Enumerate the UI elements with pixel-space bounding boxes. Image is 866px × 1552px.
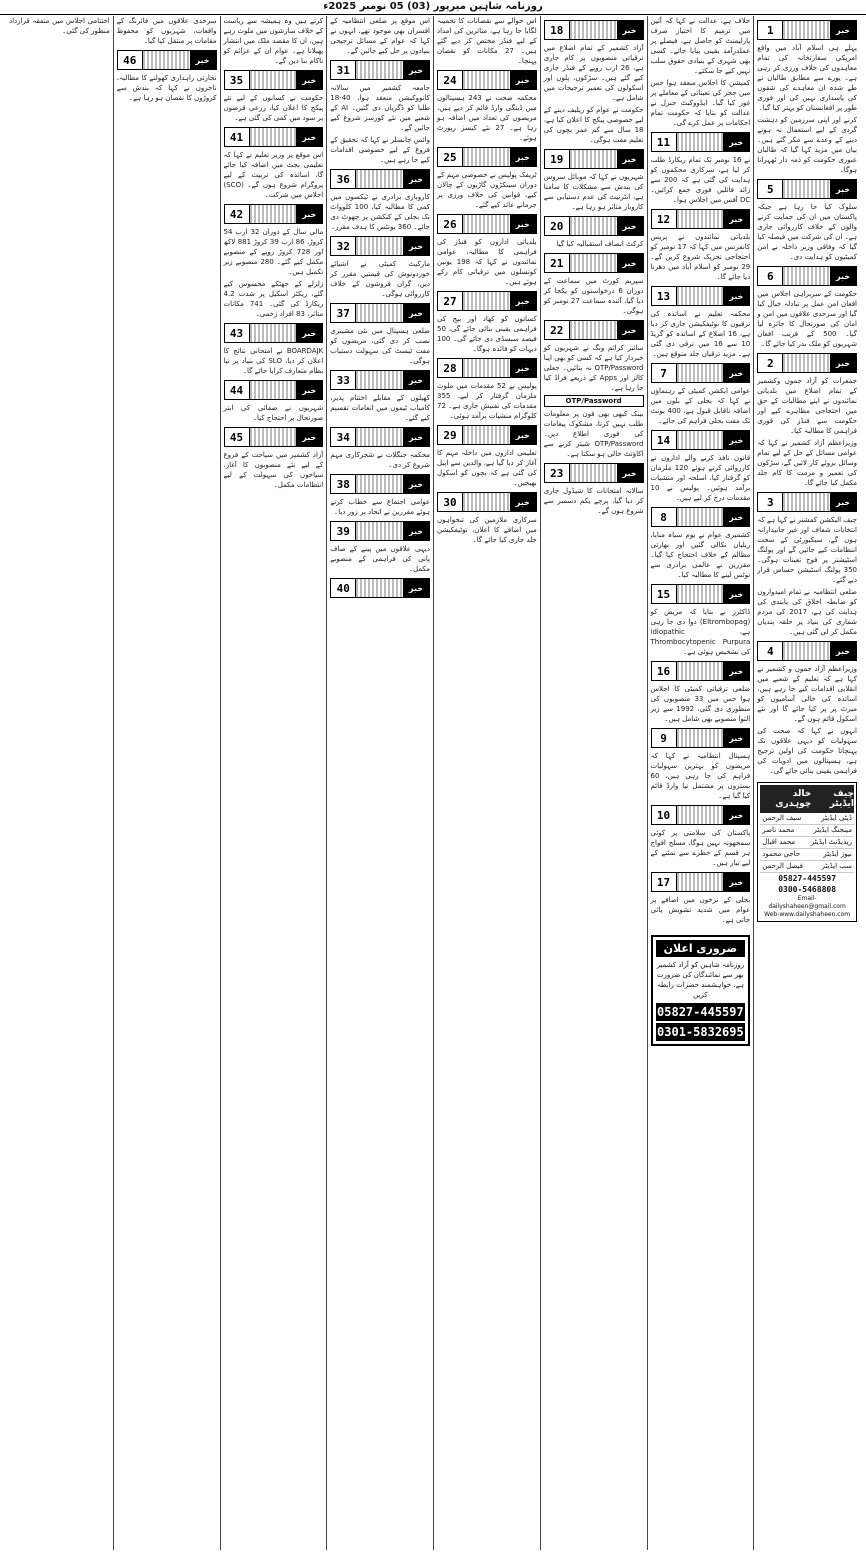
news-paragraph: شہریوں نے صفائی کی ابتر صورتحال پر احتجاج کیا۔ <box>223 404 324 422</box>
section-header <box>330 236 430 256</box>
news-paragraph: ضلعی انتظامیہ نے تمام امیدواروں کو ضابطہ اخلاق کی پابندی کی ہدایت کی ہے، 2017 کی مردم شماری کی بنیاد پر حلقہ بندیاں مکمل کر لی گئی ہیں۔ <box>757 588 857 636</box>
section-pattern <box>143 51 190 69</box>
section-number: 10 <box>652 806 677 824</box>
section-header <box>651 872 751 892</box>
news-paragraph: ضلعی ترقیاتی کمیٹی کا اجلاس ہوا جس میں 33 منصوبوں کی منظوری دی گئی، 1992 سے زیر التوا منصوبے بھی شامل ہیں۔ <box>650 685 751 723</box>
section-number: 4 <box>758 642 783 660</box>
section-number: 32 <box>331 237 356 255</box>
section-pattern <box>677 508 724 526</box>
section-number: 40 <box>331 579 356 597</box>
section-pattern <box>250 324 297 342</box>
news-paragraph: جمعرات کو آزاد جموں وکشمیر کے تمام اضلاع میں بلدیاتی نمائندوں نے اپنے مطالبات کے حق میں احتجاجی مظاہرے کیے اور حکومت سے فنڈز کی فوری فراہمی کا مطالبہ کیا۔ <box>757 377 857 435</box>
announcement-phone[interactable]: 05827-445597 <box>657 1005 744 1019</box>
news-paragraph: عوامی ایکشن کمیٹی کے رہنماؤں نے کہا کہ بجلی کے بلوں میں اضافہ ناقابل قبول ہے، 400 یونٹ تک مفت بجلی فراہم کی جائے۔ <box>650 387 751 425</box>
news-paragraph: ضلعی ہسپتال میں نئی مشینری نصب کر دی گئی، مریضوں کو مفت ٹیسٹ کی سہولت دستیاب ہوگی۔ <box>330 327 430 365</box>
news-paragraph: سائبر کرائم ونگ نے شہریوں کو خبردار کیا ہے کہ کسی کو بھی اپنا OTP/Password نہ بتائیں۔ جعلی کالز اور Apps کے ذریعے فراڈ کیا جا رہا ہے۔ <box>543 344 644 392</box>
news-paragraph: اس موقع پر وزیر تعلیم نے کہا کہ تعلیمی بجٹ میں اضافہ کیا جائے گا، اساتذہ کی تربیت کے لیے پروگرام شروع ہوں گے۔ (SCO) اجلاس میں شرکت۔ <box>223 151 324 199</box>
news-paragraph: چیف الیکشن کمشنر نے کہا ہے کہ انتخابات شفاف اور غیر جانبدارانہ ہوں گے، سیکیورٹی کے سخت انتظامات کیے جائیں گے اور پولنگ اسٹیشنز پر فوج تعینات ہوگی۔ 350 پولنگ اسٹیشن حساس قرار دیے گئے۔ <box>757 516 857 584</box>
section-header <box>224 204 324 224</box>
news-column <box>433 16 540 1550</box>
section-header <box>224 427 324 447</box>
columns-container <box>6 16 860 1550</box>
news-paragraph: اس حوالے سے نقصانات کا تخمینہ لگایا جا رہا ہے، متاثرین کی امداد کے لیے فنڈز مختص کر دیے گئے ہیں۔ 27 مکانات کو نقصان پہنچا۔ <box>437 17 537 65</box>
section-pattern <box>677 364 724 382</box>
news-paragraph: سپریم کورٹ میں سماعت کے دوران 6 درخواستوں کو یکجا کر دیا گیا، آئندہ سماعت 27 نومبر کو ہوگی۔ <box>543 277 644 315</box>
section-pattern <box>250 381 297 399</box>
section-label: خبر <box>723 729 749 747</box>
section-pattern <box>783 642 830 660</box>
section-header <box>651 584 751 604</box>
news-paragraph: بینک کبھی بھی فون پر معلومات طلب نہیں کرتا، مشکوک پیغامات کی فوری اطلاع دیں۔ OTP/Password شیئر کرنے سے اکاؤنٹ خالی ہو سکتا ہے۔ <box>543 410 644 458</box>
section-header <box>651 430 751 450</box>
news-column <box>6 16 113 1550</box>
section-label: خبر <box>617 254 643 272</box>
news-paragraph: محکمہ تعلیم نے اساتذہ کی ترقیوں کا نوٹیفکیشن جاری کر دیا ہے، 16 اضلاع کے اساتذہ کو گریڈ 10 سے 16 میں ترقی دی گئی ہے۔ مزید ترقیاں جلد متوقع ہیں۔ <box>650 310 751 358</box>
news-paragraph: سرحدی علاقوں میں فائرنگ کے واقعات، شہریوں کو محفوظ مقامات پر منتقل کیا گیا۔ <box>116 17 217 45</box>
section-number: 9 <box>652 729 677 747</box>
section-label: خبر <box>510 215 536 233</box>
section-label: خبر <box>403 237 429 255</box>
section-label: خبر <box>830 21 856 39</box>
section-label: خبر <box>403 475 429 493</box>
section-pattern <box>463 71 510 89</box>
section-pattern <box>463 148 510 166</box>
section-label: خبر <box>723 508 749 526</box>
news-paragraph: مالی سال کے دوران 32 ارب 54 کروڑ، 86 ارب 39 کروڑ 881 لاکھ اور 728 کروڑ روپے کے منصوبے مکمل کیے گئے۔ 280 منصوبے زیر تکمیل ہیں۔ <box>223 228 324 276</box>
section-header <box>544 216 644 236</box>
section-header <box>651 805 751 825</box>
news-column <box>326 16 433 1550</box>
staff-name: محمد ناصر <box>762 826 795 834</box>
section-label: خبر <box>403 522 429 540</box>
chief-editor-label: چیف ایڈیٹر <box>829 789 854 809</box>
chief-editor-name: خالد چوہدری <box>775 789 812 809</box>
section-number: 19 <box>545 150 570 168</box>
news-paragraph: سرکاری ملازمین کی تنخواہوں میں اضافے کا اعلان، نوٹیفکیشن جلد جاری کیا جائے گا۔ <box>437 516 537 544</box>
section-pattern <box>677 585 724 603</box>
section-number: 42 <box>225 205 250 223</box>
section-number: 34 <box>331 428 356 446</box>
section-header <box>651 507 751 527</box>
section-label: خبر <box>830 493 856 511</box>
section-label: خبر <box>296 324 322 342</box>
section-number: 36 <box>331 170 356 188</box>
section-number: 21 <box>545 254 570 272</box>
section-pattern <box>570 321 617 339</box>
section-pattern <box>570 464 617 482</box>
announcement-body: روزنامہ شاہین کو آزاد کشمیر بھر سے نمائندگان کی ضرورت ہے، خواہشمند حضرات رابطہ کریں <box>656 961 745 999</box>
section-header <box>757 492 857 512</box>
section-label: خبر <box>510 493 536 511</box>
news-paragraph: خلاف ہے، عدالت نے کہا کہ آئین میں ترمیم کا اختیار صرف پارلیمنٹ کو حاصل ہے، فیصلے پر عملدرآمد یقینی بنایا جائے۔ کسی بھی شہری کے بنیادی حقوق سلب نہیں کیے جا سکتے۔ <box>650 17 751 75</box>
section-number: 17 <box>652 873 677 891</box>
news-paragraph: بلدیاتی اداروں کو فنڈز کی فراہمی کا مطالبہ، عوامی نمائندوں نے کہا کہ 198 یونین کونسلوں میں ترقیاتی کام رکے ہوئے ہیں۔ <box>437 238 537 286</box>
staff-role: مینجنگ ایڈیٹر <box>813 826 852 834</box>
section-pattern <box>783 21 830 39</box>
section-header <box>544 253 644 273</box>
section-number: 12 <box>652 210 677 228</box>
section-pattern <box>783 180 830 198</box>
section-pattern <box>250 428 297 446</box>
news-paragraph: اختتامی اجلاس میں متفقہ قرارداد منظور کی گئی۔ <box>9 17 110 35</box>
masthead-phone[interactable]: 0300-5468808 <box>778 885 837 894</box>
section-pattern <box>570 254 617 272</box>
masthead-title <box>760 785 854 813</box>
masthead-row <box>760 849 854 861</box>
news-column <box>540 16 647 1550</box>
section-number: 22 <box>545 321 570 339</box>
news-paragraph: کرنے اور اپنی سرزمین کو دہشت گردی کے لیے استعمال نہ ہونے دینے کے وعدے سے مکر گئے ہیں۔ بیان میں مزید کہا گیا کہ طالبان عبوری حکومت کو ذمہ دار ٹھہرانا ہوگا۔ <box>757 116 857 174</box>
section-pattern <box>570 150 617 168</box>
news-paragraph: عوامی اجتماع سے خطاب کرتے ہوئے مقررین نے اتحاد پر زور دیا۔ <box>330 498 430 516</box>
news-paragraph: نے 16 نومبر تک تمام ریکارڈ طلب کر لیا ہے، سرکاری محکموں کو ہدایت کی گئی ہے کہ 200 سے زائد فائلیں فوری جمع کرائیں۔ DC آفس میں اجلاس ہوا۔ <box>650 156 751 204</box>
section-number: 31 <box>331 61 356 79</box>
section-header <box>651 209 751 229</box>
section-pattern <box>677 729 724 747</box>
section-label: خبر <box>617 21 643 39</box>
section-label: خبر <box>510 148 536 166</box>
section-label: خبر <box>510 426 536 444</box>
section-number: 6 <box>758 267 783 285</box>
section-pattern <box>570 21 617 39</box>
section-pattern <box>677 806 724 824</box>
section-label: خبر <box>403 371 429 389</box>
news-paragraph: وائس چانسلر نے کہا کہ تحقیق کے فروغ کے لیے خصوصی اقدامات کیے جا رہے ہیں۔ <box>330 136 430 164</box>
news-paragraph: تعلیمی اداروں میں داخلہ مہم کا آغاز کر دیا گیا ہے، والدین سے اپیل کی گئی ہے کہ بچوں کو اسکول بھیجیں۔ <box>437 449 537 487</box>
news-paragraph: آزاد کشمیر کے تمام اضلاع میں ترقیاتی منصوبوں پر کام جاری ہے، 26 ارب روپے کے فنڈز جاری کیے گئے ہیں۔ سڑکوں، پلوں اور اسکولوں کی تعمیر ترجیحات میں شامل ہے۔ <box>543 44 644 102</box>
news-column <box>753 16 860 1550</box>
section-number: 44 <box>225 381 250 399</box>
section-number: 20 <box>545 217 570 235</box>
section-number: 11 <box>652 133 677 151</box>
news-paragraph: زلزلے کے جھٹکے محسوس کیے گئے، ریکٹر اسکیل پر شدت 4.2 ریکارڈ کی گئی۔ 741 مکانات متاثر، 83 افراد زخمی۔ <box>223 280 324 318</box>
news-paragraph: آزاد کشمیر میں سیاحت کے فروغ کے لیے نئے منصوبوں کا آغاز، سیاحوں کی سہولت کے لیے انتظامات مکمل۔ <box>223 451 324 489</box>
section-header <box>330 474 430 494</box>
section-label: خبر <box>723 210 749 228</box>
news-column <box>647 16 754 1550</box>
staff-name: حاجی محمود <box>762 850 801 858</box>
section-pattern <box>570 217 617 235</box>
section-number: 5 <box>758 180 783 198</box>
staff-name: محمد اقبال <box>762 838 796 846</box>
section-number: 33 <box>331 371 356 389</box>
section-pattern <box>250 71 297 89</box>
section-pattern <box>463 426 510 444</box>
section-number: 29 <box>438 426 463 444</box>
section-header <box>757 641 857 661</box>
section-header <box>651 363 751 383</box>
section-label: خبر <box>723 585 749 603</box>
section-label: خبر <box>830 354 856 372</box>
news-paragraph: پہلے ہی اسلام آباد میں واقع امریکی سفارتخانہ کی تمام معاہدوں کی خلاف ورزی کر رہی ہے۔ پورے سے مطابق طالبان نے طے شدہ ان معاہدے کی شقوں کی پاسداری نہیں کی اور فوری طور پر افغانستان کو بہتر کیا گیا۔ <box>757 44 857 112</box>
section-label: خبر <box>723 133 749 151</box>
section-header <box>437 291 537 311</box>
section-pattern <box>463 493 510 511</box>
section-label: خبر <box>403 428 429 446</box>
news-paragraph: کمیشن کا اجلاس منعقد ہوا جس میں ججز کی تعیناتی کے معاملے پر غور کیا گیا۔ ایڈووکیٹ جنرل نے عدالت کو بتایا کہ حکومت تمام احکامات پر عمل کرے گی۔ <box>650 79 751 127</box>
section-label: خبر <box>510 292 536 310</box>
page-header: روزنامہ شاہین میرپور (03) 05 نومبر 2025ء <box>0 0 866 15</box>
section-pattern <box>250 128 297 146</box>
news-paragraph: قانون نافذ کرنے والے اداروں نے کارروائی کرتے ہوئے 120 ملزمان کو گرفتار کیا، اسلحہ اور منشیات برآمد ہوئیں۔ پولیس نے 10 مقدمات درج کر لیے ہیں۔ <box>650 454 751 502</box>
section-header <box>117 50 217 70</box>
section-pattern <box>677 210 724 228</box>
section-number: 35 <box>225 71 250 89</box>
news-paragraph: کرکٹ انصاف استقبالیہ کیا گیا <box>556 240 644 248</box>
section-number: 39 <box>331 522 356 540</box>
section-pattern <box>677 287 724 305</box>
section-number: 2 <box>758 354 783 372</box>
section-header <box>437 358 537 378</box>
section-number: 16 <box>652 662 677 680</box>
section-header <box>330 169 430 189</box>
section-header <box>330 578 430 598</box>
news-paragraph: کشمیری عوام نے یوم سیاہ منایا، ریلیاں نکالی گئیں اور بھارتی مظالم کے خلاف احتجاج کیا گیا۔ مقررین نے عالمی برادری سے نوٹس لینے کا مطالبہ کیا۔ <box>650 531 751 579</box>
section-header <box>330 521 430 541</box>
section-label: خبر <box>723 806 749 824</box>
section-header <box>437 425 537 445</box>
section-label: خبر <box>510 359 536 377</box>
news-paragraph: حکومت نے کسانوں کے لیے نئے پیکج کا اعلان کیا، زرعی قرضوں پر سود میں کمی کی گئی ہے۔ <box>223 94 324 122</box>
news-paragraph: کھیلوں کے مقابلے اختتام پذیر، کامیاب ٹیموں میں انعامات تقسیم کیے گئے۔ <box>330 394 430 422</box>
masthead-row <box>760 825 854 837</box>
masthead-row <box>760 837 854 849</box>
section-pattern <box>356 371 403 389</box>
section-header <box>651 286 751 306</box>
section-header <box>651 661 751 681</box>
section-pattern <box>356 579 403 597</box>
staff-name: سیف الرحمن <box>762 814 802 822</box>
staff-role: نیوز ایڈیٹر <box>823 850 852 858</box>
section-header <box>757 179 857 199</box>
news-paragraph: سالانہ امتحانات کا شیڈول جاری کر دیا گیا، پرچے یکم دسمبر سے شروع ہوں گے۔ <box>543 487 644 515</box>
section-number: 37 <box>331 304 356 322</box>
section-header <box>651 728 751 748</box>
section-header <box>330 370 430 390</box>
section-header <box>651 132 751 152</box>
news-paragraph: وزیراعظم آزاد جموں و کشمیر نے کہا ہے کہ تعلیم کے شعبے میں انقلابی اقدامات کیے جا رہے ہیں، اساتذہ کی خالی آسامیوں کو میرٹ پر پر کیا جائے گا اور نئے اسکول قائم ہوں گے۔ <box>757 665 857 723</box>
section-pattern <box>356 170 403 188</box>
news-paragraph: دیہی علاقوں میں پینے کے صاف پانی کی فراہمی کے منصوبے مکمل۔ <box>330 545 430 573</box>
news-paragraph: شہریوں نے کہا کہ موبائل سروس کی بندش سے مشکلات کا سامنا ہے، انٹرنیٹ کی عدم دستیابی سے کاروبار متاثر ہو رہا ہے۔ <box>543 173 644 211</box>
section-number: 28 <box>438 359 463 377</box>
section-pattern <box>250 205 297 223</box>
section-label: خبر <box>190 51 216 69</box>
section-header <box>437 70 537 90</box>
news-paragraph: جامعہ کشمیر میں سالانہ کانووکیشن منعقد ہوا، 40-18 طلبا کو ڈگریاں دی گئیں۔ AI کے شعبے میں نئے کورسز شروع کیے جائیں گے۔ <box>330 84 430 132</box>
section-number: 3 <box>758 493 783 511</box>
section-number: 23 <box>545 464 570 482</box>
section-label: خبر <box>830 180 856 198</box>
news-paragraph: ٹریفک پولیس نے خصوصی مہم کے دوران سینکڑوں گاڑیوں کے چالان کیے، قوانین کی خلاف ورزی پر جرمانے عائد کیے گئے۔ <box>437 171 537 209</box>
section-label: خبر <box>403 304 429 322</box>
section-number: 8 <box>652 508 677 526</box>
section-header <box>224 380 324 400</box>
section-pattern <box>783 267 830 285</box>
section-header <box>544 20 644 40</box>
section-header <box>437 492 537 512</box>
section-header <box>330 60 430 80</box>
section-header <box>544 463 644 483</box>
news-paragraph: تجارتی راہداری کھولنے کا مطالبہ، تاجروں نے کہا کہ بندش سے کروڑوں کا نقصان ہو رہا ہے۔ <box>116 74 217 102</box>
section-number: 43 <box>225 324 250 342</box>
section-label: خبر <box>723 364 749 382</box>
masthead-box <box>757 782 857 922</box>
section-label: خبر <box>617 150 643 168</box>
news-paragraph: بلدیاتی نمائندوں نے پریس کانفرنس میں کہا کہ 17 نومبر کو احتجاجی تحریک شروع کریں گے۔ 29 نومبر کو اسلام آباد میں دھرنا دیا جائے گا۔ <box>650 233 751 281</box>
staff-role: سب ایڈیٹر <box>821 862 852 870</box>
section-label: خبر <box>296 205 322 223</box>
news-paragraph: انہوں نے کہا کہ صحت کی سہولیات کو دیہی علاقوں تک پہنچانا حکومت کی اولین ترجیح ہے، ہسپتالوں میں ادویات کی فراہمی یقینی بنائی جائے گی۔ <box>757 727 857 775</box>
section-number: 30 <box>438 493 463 511</box>
section-number: 15 <box>652 585 677 603</box>
news-paragraph: حکومت کے سربراہی اجلاس میں افغان امن عمل پر تبادلہ خیال کیا گیا اور سرحدی علاقوں میں امن و امان کی صورتحال کا جائزہ لیا گیا۔ 500 کے قریب افغان شہریوں کو ملک بدر کیا جائے گا۔ <box>757 290 857 348</box>
news-paragraph: محکمہ صحت نے 243 ہسپتالوں میں ڈینگی وارڈ قائم کر دیے ہیں، مریضوں کی تعداد میں اضافہ ہو رہا ہے۔ 27 نئے کیسز رپورٹ ہوئے۔ <box>437 94 537 142</box>
news-paragraph: مارکیٹ کمیٹی نے اشیائے خوردونوش کی قیمتیں مقرر کر دیں، گراں فروشوں کے خلاف کارروائی ہوگی۔ <box>330 260 430 298</box>
section-pattern <box>463 215 510 233</box>
staff-role: ڈپٹی ایڈیٹر <box>821 814 852 822</box>
section-header <box>757 353 857 373</box>
section-label: خبر <box>403 170 429 188</box>
announcement-box <box>651 935 751 1046</box>
section-pattern <box>356 475 403 493</box>
masthead-row <box>760 813 854 825</box>
section-number: 41 <box>225 128 250 146</box>
news-paragraph: ڈاکٹرز نے بتایا کہ مریض کو (Eltrombopag) دوا دی جا رہی ہے، idiopathic Thrombocytopenic Purpura کی تشخیص ہوئی ہے۔ <box>650 608 751 656</box>
news-paragraph: پولیس نے 52 مقدمات میں ملوث ملزمان گرفتار کر لیے، 355 مقدمات کی تفتیش جاری ہے۔ 72 کلوگرام منشیات برآمد ہوئی۔ <box>437 382 537 420</box>
section-number: 1 <box>758 21 783 39</box>
section-label: خبر <box>830 642 856 660</box>
section-header <box>757 20 857 40</box>
masthead-row <box>760 861 854 873</box>
news-paragraph: سلوک کیا جا رہا ہے جبکہ پاکستان میں ان کی حمایت کرنے والوں کے خلاف کارروائی جاری ہے۔ ان کی شرکت میں فیصلہ کیا گیا کہ وفاقی وزیر داخلہ نے امن کمیٹیوں کو ہدایت دی۔ <box>757 203 857 261</box>
news-paragraph: کاروباری برادری نے ٹیکسوں میں کمی کا مطالبہ کیا، 100 کلوواٹ تک بجلی کے کنکشن پر چھوٹ دی جائے۔ 360 یونٹس کا ہدف مقرر۔ <box>330 193 431 231</box>
section-label: خبر <box>296 428 322 446</box>
news-paragraph: وزیراعظم آزاد کشمیر نے کہا کہ عوامی مسائل کے حل کے لیے تمام وسائل بروئے کار لائیں گے، سڑکوں کی تعمیر و مرمت کا کام جلد مکمل کیا جائے گا۔ <box>757 439 857 487</box>
section-number: 14 <box>652 431 677 449</box>
section-label: خبر <box>403 61 429 79</box>
section-label: خبر <box>617 321 643 339</box>
section-number: 45 <box>225 428 250 446</box>
section-header <box>544 149 644 169</box>
section-label: خبر <box>296 381 322 399</box>
section-number: 24 <box>438 71 463 89</box>
section-number: 46 <box>118 51 143 69</box>
section-number: 26 <box>438 215 463 233</box>
section-label: خبر <box>296 71 322 89</box>
section-label: خبر <box>723 662 749 680</box>
section-label: خبر <box>830 267 856 285</box>
section-header <box>757 266 857 286</box>
section-pattern <box>356 237 403 255</box>
section-header <box>224 70 324 90</box>
news-paragraph: حکومت نے عوام کو ریلیف دینے کے لیے خصوصی پیکج کا اعلان کیا ہے، 18 سال سے کم عمر بچوں کی تعلیم مفت ہوگی۔ <box>543 106 644 144</box>
section-pattern <box>783 493 830 511</box>
masthead-website[interactable]: Web-www.dailyshaheen.com <box>764 911 851 918</box>
section-number: 38 <box>331 475 356 493</box>
section-label: خبر <box>617 464 643 482</box>
section-pattern <box>463 359 510 377</box>
section-header <box>330 427 430 447</box>
news-paragraph: پاکستان کی سلامتی پر کوئی سمجھوتہ نہیں ہوگا، مسلح افواج ہر قسم کے خطرے سے نمٹنے کے لیے تیار ہیں۔ <box>650 829 751 867</box>
announcement-title: ضروری اعلان <box>656 940 746 957</box>
news-paragraph: بجلی کے نرخوں میں اضافے پر عوام میں شدید تشویش پائی جاتی ہے۔ <box>650 896 751 924</box>
news-paragraph: BOARDAJK نے امتحانی نتائج کا اعلان کر دیا، SLO کی بنیاد پر نیا نظام متعارف کرایا جائے گا۔ <box>223 347 324 375</box>
section-pattern <box>356 61 403 79</box>
section-label: خبر <box>403 579 429 597</box>
news-paragraph: کسانوں کو کھاد اور بیج کی فراہمی یقینی بنائی جائے گی، 50 فیصد سبسڈی دی جائے گی۔ 100 دیہات کو فائدہ ہوگا۔ <box>437 315 537 353</box>
section-pattern <box>783 354 830 372</box>
masthead-email[interactable]: Email-dailyshaheen@gmail.com <box>768 895 846 910</box>
section-label: خبر <box>510 71 536 89</box>
section-header <box>330 303 430 323</box>
section-label: خبر <box>617 217 643 235</box>
section-pattern <box>356 428 403 446</box>
section-header <box>544 320 644 340</box>
news-column <box>220 16 327 1550</box>
section-number: 25 <box>438 148 463 166</box>
section-number: 7 <box>652 364 677 382</box>
section-number: 18 <box>545 21 570 39</box>
section-pattern <box>356 304 403 322</box>
section-label: خبر <box>723 287 749 305</box>
news-paragraph: محکمہ جنگلات نے شجرکاری مہم شروع کر دی۔ <box>330 451 430 469</box>
section-header <box>437 147 537 167</box>
news-paragraph: اس موقع پر ضلعی انتظامیہ کے افسران بھی موجود تھے، انہوں نے کہا کہ عوام کے مسائل ترجیحی بنیادوں پر حل کیے جائیں گے۔ <box>330 17 430 55</box>
section-header <box>224 127 324 147</box>
news-paragraph: کرتے ہیں وہ ہمیشہ سے ریاست کے خلاف سازشوں میں ملوث رہے ہیں، ان کا مقصد ملک میں انتشار پھیلانا ہے۔ عوام ان کے عزائم کو ناکام بنا دیں گے۔ <box>223 17 324 65</box>
staff-role: ریذیڈنٹ ایڈیٹر <box>810 838 852 846</box>
section-pattern <box>677 431 724 449</box>
section-pattern <box>677 873 724 891</box>
boxed-keyword: OTP/Password <box>544 395 644 407</box>
section-number: 13 <box>652 287 677 305</box>
masthead-phone[interactable]: 05827-445597 <box>778 874 837 883</box>
announcement-phone[interactable]: 0301-5832695 <box>657 1025 744 1039</box>
section-label: خبر <box>723 431 749 449</box>
staff-name: فیصل الرحمن <box>762 862 803 870</box>
section-number: 27 <box>438 292 463 310</box>
section-label: خبر <box>296 128 322 146</box>
section-pattern <box>677 133 724 151</box>
section-pattern <box>677 662 724 680</box>
section-pattern <box>356 522 403 540</box>
section-header <box>224 323 324 343</box>
section-label: خبر <box>723 873 749 891</box>
section-pattern <box>463 292 510 310</box>
news-paragraph: ہسپتال انتظامیہ نے کہا کہ مریضوں کو بہترین سہولیات فراہم کی جا رہی ہیں، 60 بستروں پر مشتمل نیا وارڈ قائم کیا گیا ہے۔ <box>650 752 751 800</box>
news-column <box>113 16 220 1550</box>
section-header <box>437 214 537 234</box>
